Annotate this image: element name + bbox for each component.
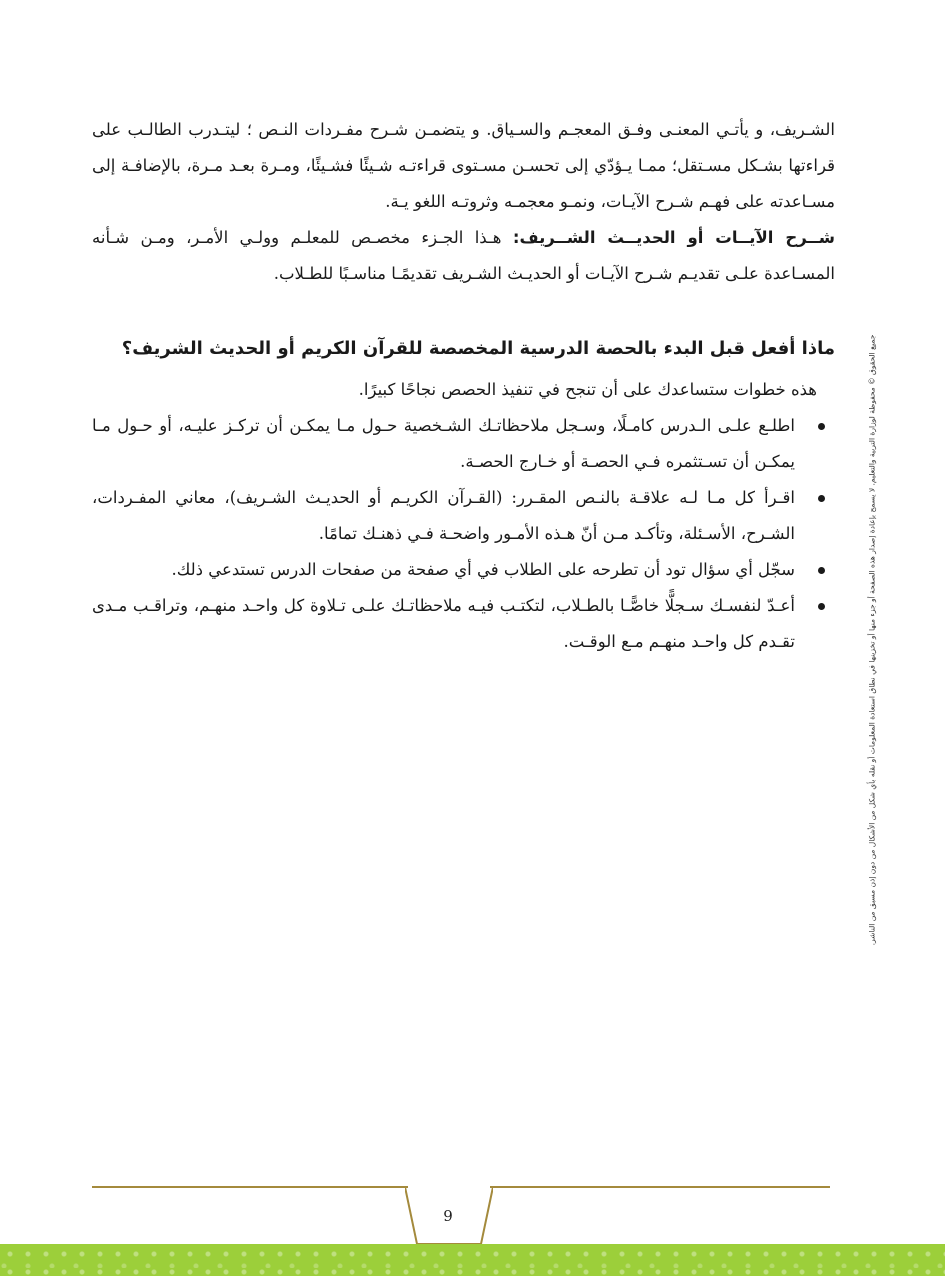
section-heading: ماذا أفعل قبل البدء بالحصة الدرسية المخصصة للقرآن الكريم أو الحديث الشريف؟ (121, 338, 835, 359)
page-number: 9 (443, 1207, 453, 1225)
paragraph-vocabulary: الشـريف، و يأتـي المعنـى وفـق المعجـم والسـياق. و يتضمـن شـرح مفـردات النـص ؛ ليتـدرب الطالـب على قراءتها بشـكل مسـتقل؛ ممـا يـؤدّي إلى تحسـن مسـتوى قراءتـه شـيئًا فشـيئًا، ومـرة بعـد مـرة، بالإضافـة إلى مسـاعدته على فهـم شـرح الآيـات، ونمـو معجمـه وثروتـه اللغو يـة. (92, 120, 835, 211)
definition-body: هـذا الجـزء مخصـص للمعلـم وولـي الأمـر، ومـن شـأنه المسـاعدة علـى تقديـم شـرح الآيـات أو الحديـث الشـريف تقديمًـا مناسـبًا للطـلاب. (92, 228, 835, 283)
section-intro: هذه خطوات ستساعدك على أن تنجح في تنفيذ الحصص نجاحًا كبيرًا. (358, 380, 817, 399)
footer-rule-right (490, 1186, 830, 1188)
list-item (92, 552, 835, 588)
list-item-text: أعـدّ لنفسـك سـجلًّا خاصًّـا بالطـلاب، لتكتـب فيـه ملاحظاتـك علـى تـلاوة كل واحـد منهـم، وتراقـب مـدى تقـدم كل واحـد منهـم مـع الوقـت. (92, 596, 795, 651)
list-item (92, 480, 835, 552)
main-content (92, 112, 835, 660)
bullet-icon (818, 423, 825, 430)
list-item-text: اطلـع علـى الـدرس كامـلًا، وسـجل ملاحظاتـك الشـخصية حـول مـا يمكـن أن تركـز عليـه، أو حـول مـا يمكـن أن تسـتثمره فـي الحصـة أو خـارج الحصـة. (92, 416, 795, 471)
list-item (92, 408, 835, 480)
definition-term: شــرح الآيــات أو الحديــث الشــريف: (512, 228, 835, 247)
footer-decorative-band (0, 1244, 945, 1276)
footer-rule-left (92, 1186, 408, 1188)
steps-list (92, 408, 835, 660)
list-item-text: سجّل أي سؤال تود أن تطرحه على الطلاب في أي صفحة من صفحات الدرس تستدعي ذلك. (171, 560, 795, 579)
list-item (92, 588, 835, 660)
paragraph-explanation (92, 220, 835, 292)
copyright-text: جميع الحقوق © محفوظة لوزارة التربية والتعليم. لا يسمح بإعادة إصدار هذه الصفحة أو جزء منها أو تخزينها في نطاق استعادة المعلومات أو نقله بأي شكل من الأشكال من دون إذن مسبق من الناشر. (867, 334, 877, 946)
bullet-icon (818, 603, 825, 610)
copyright-side-note (858, 290, 886, 990)
bullet-icon (818, 567, 825, 574)
bullet-icon (818, 495, 825, 502)
list-item-text: اقـرأ كل مـا لـه علاقـة بالنـص المقـرر: (القـرآن الكريـم أو الحديـث الشـريف)، معاني المفـردات، الشـرح، الأسـئلة، وتأكـد مـن أنّ هـذه الأمـور واضحـة فـي ذهنـك تمامًا. (92, 488, 795, 543)
